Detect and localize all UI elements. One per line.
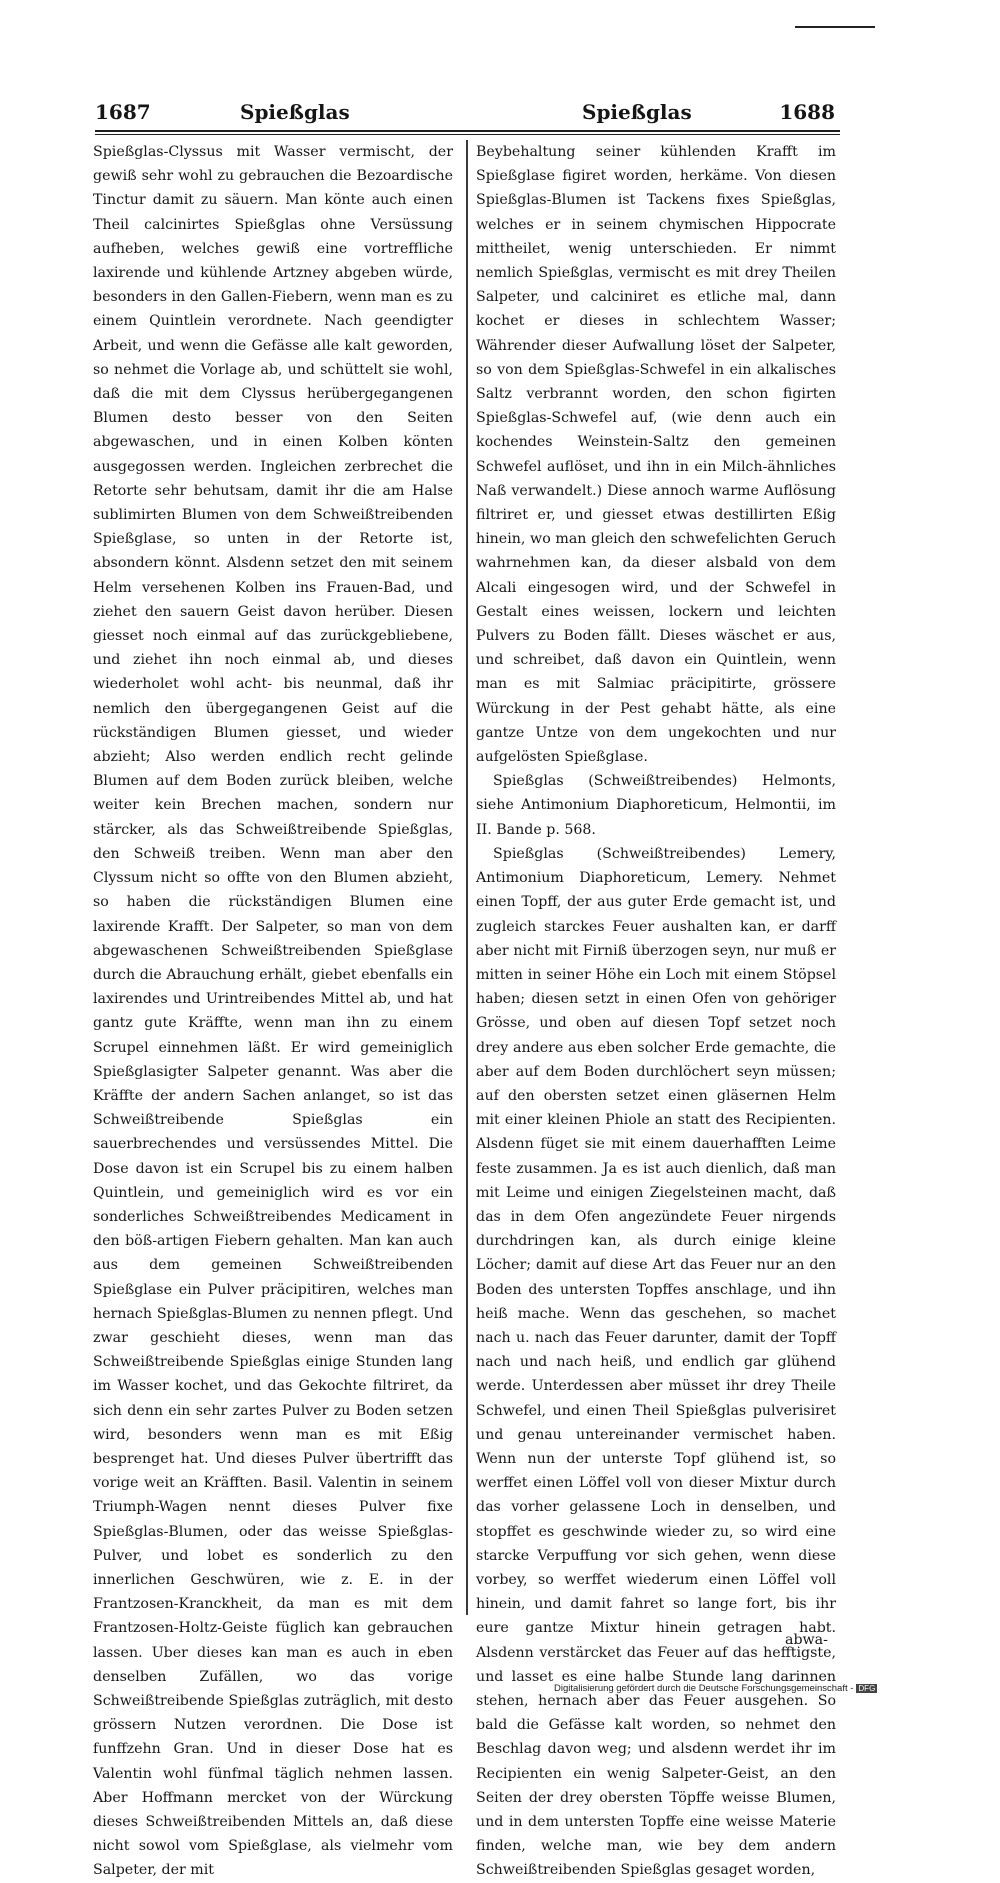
dfg-logo: DFG <box>858 1684 876 1693</box>
entry-helmont-head: Spießglas (Schweißtreibendes) Helmonts, <box>493 773 836 790</box>
header-keyword-right: Spießglas <box>582 100 692 124</box>
entry-helmont-body: siehe Antimonium Diaphoreticum, Helmontii, im II. Bande p. 568. <box>476 797 836 838</box>
page-number-left: 1687 <box>95 100 151 124</box>
entry-lemery <box>476 842 836 1883</box>
top-rule <box>795 26 875 28</box>
left-column-text: Spießglas-Clyssus mit Wasser vermischt, der gewiß sehr wohl zu gebrauchen die Bezoardische Tinctur damit zu säuern. Man könte auch einen Theil calcinirtes Spießglas ohne Versüssung aufheben, welches gewiß eine vortreffliche laxirende und kühlende Artzney abgeben würde, besonders in den Gallen-Fiebern, wenn man es zu einem Quintlein verordnete. Nach geendigter Arbeit, und wenn die Gefässe alle kalt geworden, so nehmet die Vorlage ab, und schüttelt sie wohl, daß die mit dem Clyssus herübergegangenen Blumen desto besser von den Seiten abgewaschen, und in einen Kolben könten ausgegossen werden. Ingleichen zerbrechet die Retorte sehr behutsam, damit ihr die am Halse sublimirten Blumen von dem Schweißtreibenden Spießglase, so unten in der Retorte ist, absondern könnt. Alsdenn setzet den mit seinem Helm versehenen Kolben ins Frauen-Bad, und ziehet den sauern Geist davon herüber. Diesen giesset noch einmal auf das zurückgebliebene, und ziehet ihn noch einmal ab, und dieses wiederholet wohl acht- bis neunmal, daß ihr nemlich den übergegangenen Geist auf die rückständigen Blumen giesset, und wieder abzieht; Also werden endlich recht gelinde Blumen auf dem Boden zurück bleiben, welche weiter kein Brechen machen, sondern nur stärcker, als das Schweißtreibende Spießglas, den Schweiß treiben. Wenn man aber den Clyssum nicht so offte von den Blumen abzieht, so haben die rückständigen Blumen eine laxirende Krafft. Der Salpeter, so man von dem abgewaschenen Schweißtreibenden Spießglase durch die Abrauchung erhält, giebet ebenfalls ein laxirendes und Urintreibendes Mittel ab, und hat gantz gute Kräffte, wenn man ihn zu einem Scrupel einnehmen läßt. Er wird gemeiniglich Spießglasigter Salpeter genannt. Was aber die Kräffte der andern Sachen anlanget, so ist das Schweißtreibende Spießglas ein sauerbrechendes und versüssendes Mittel. Die Dose davon ist ein Scrupel bis zu einem halben Quintlein, und gemeiniglich wird es vor ein sonderliches Schweißtreibendes Medicament in den böß-artigen Fiebern gehalten. Man kan auch aus dem gemeinen Schweißtreibenden Spießglase ein Pulver präcipitiren, welches man hernach Spießglas-Blumen zu nennen pflegt. Und zwar geschieht dieses, wenn man das Schweißtreibende Spießglas einige Stunden lang im Wasser kochet, und das Gekochte filtriret, da sich denn ein sehr zartes Pulver zu Boden setzen wird, besonders wenn man es mit Eßig besprenget hat. Und dieses Pulver übertrifft das vorige weit an Kräfften. Basil. Valentin in seinem Triumph-Wagen nennt dieses Pulver fixe Spießglas-Blumen, oder das weisse Spießglas-Pulver, und lobet es sonderlich zu den innerlichen Geschwüren, wie z. E. in der Frantzosen-Kranckheit, da man es mit dem Frantzosen-Holtz-Geiste füglich kan gebrauchen lassen. Uber dieses kan man es auch in eben denselben Zufällen, wo das vorige Schweißtreibende Spießglas zuträglich, mit desto grössern Nutzen verordnen. Die Dose ist funffzehn Gran. Und in dieser Dose hat es Valentin wohl fünfmal täglich nehmen lassen. Aber Hoffmann mercket von der Würckung dieses Schweißtreibenden Mittels an, daß diese nicht sowol vom Spießglase, als vielmehr vom Salpeter, der mit <box>93 144 453 1879</box>
header-rule <box>95 130 840 132</box>
left-column <box>93 140 453 1879</box>
running-header <box>95 100 835 130</box>
entry-lemery-head: Spießglas (Schweißtreibendes) Lemery, <box>493 845 836 862</box>
column-divider <box>466 140 468 1615</box>
header-rule-thin <box>95 134 840 135</box>
digitization-credit <box>554 1683 959 1699</box>
catchword: abwa- <box>785 1632 828 1648</box>
right-paragraph-1: Beybehaltung seiner kühlenden Krafft im Spießglase figiret worden, herkäme. Von diesen Spießglas-Blumen ist Tackens fixes Spießglas, welches er in seinem chymischen Hippocrate mittheilet, wenig unterschieden. Er nimmt nemlich Spießglas, vermischt es mit drey Theilen Salpeter, und calciniret es etliche mal, dann kochet er dieses in schlechtem Wasser; Währender dieser Aufwallung löset der Salpeter, so von dem Spießglas-Schwefel in ein alkalisches Saltz verbrannt worden, den schon figirten Spießglas-Schwefel auf, (wie denn auch ein kochendes Weinstein-Saltz den gemeinen Schwefel auflöset, und ihn in ein Milch-ähnliches Naß verwandelt.) Diese annoch warme Auflösung filtriret er, und giesset etwas destillirten Eßig hinein, wo man gleich den schwefelichten Geruch wahrnehmen kan, da dieser alsbald von dem Alcali eingesogen wird, und der Schwefel in Gestalt eines weissen, lockern und leichten Pulvers zu Boden fällt. Dieses wäschet er aus, und schreibet, daß davon ein Quintlein, wenn man es mit Salmiac präcipitirte, grössere Würckung in der Pest gehabt hätte, als eine gantze Untze von dem ungekochten und nur aufgelösten Spießglase. <box>476 144 836 766</box>
page-number-right: 1688 <box>779 100 835 124</box>
header-keyword-left: Spießglas <box>240 100 350 124</box>
entry-lemery-body: Antimonium Diaphoreticum, Lemery. Nehmet einen Topff, der aus guter Erde gemacht ist, und zugleich starckes Feuer aushalten kan, er darff aber nicht mit Firniß überzogen seyn, nur muß er mitten in seiner Höhe ein Loch mit einem Stöpsel haben; diesen setzt in einen Ofen von gehöriger Grösse, und oben auf diesen Topf setzet noch drey andere aus eben solcher Erde gemachte, die aber auf dem Boden durchlöchert seyn müssen; auf den obersten setzet einen gläsernen Helm mit einer kleinen Phiole an statt des Recipienten. Alsdenn füget sie mit einem dauerhafften Leime feste zusammen. Ja es ist auch dienlich, daß man mit Leime und einigen Ziegelsteinen macht, daß das in dem Ofen angezündete Feuer nirgends durchdringen kan, als durch einige kleine Löcher; damit auf diese Art das Feuer nur an den Boden des untersten Topffes anschlage, und ihn heiß mache. Wenn das geschehen, so machet nach u. nach das Feuer darunter, damit der Topff nach und nach heiß, und endlich gar glühend werde. Unterdessen aber müsset ihr drey Theile Schwefel, und einen Theil Spießglas pulverisiret und genau untereinander vermischet haben. Wenn nun der unterste Topf glühend ist, so werffet einen Löffel voll von dieser Mixtur durch das vorher gelassene Loch in denselben, und stopffet es geschwinde wieder zu, so wird eine starcke Verpuffung vor sich gehen, wenn diese vorbey, so werffet wiederum einen Löffel voll hinein, und damit fahret so lange fort, bis ihr eure gantze Mixtur hinein getragen habt. Alsdenn verstärcket das Feuer auf das hefftigste, und lasset es eine halbe Stunde lang darinnen stehen, hernach aber das Feuer ausgehen. So bald die Gefässe kalt worden, so nehmet den Beschlag davon weg; und alsdenn werdet ihr im Recipienten ein wenig Salpeter-Geist, an den Seiten der drey obersten Töpffe weisse Blumen, und in dem untersten Topffe eine weisse Materie finden, welche man, wie bey dem andern Schweißtreibenden Spießglas gesaget worden, <box>476 870 836 1879</box>
entry-helmont <box>476 769 836 842</box>
credit-text: Digitalisierung gefördert durch die Deutsche Forschungsgemeinschaft - <box>554 1683 854 1694</box>
